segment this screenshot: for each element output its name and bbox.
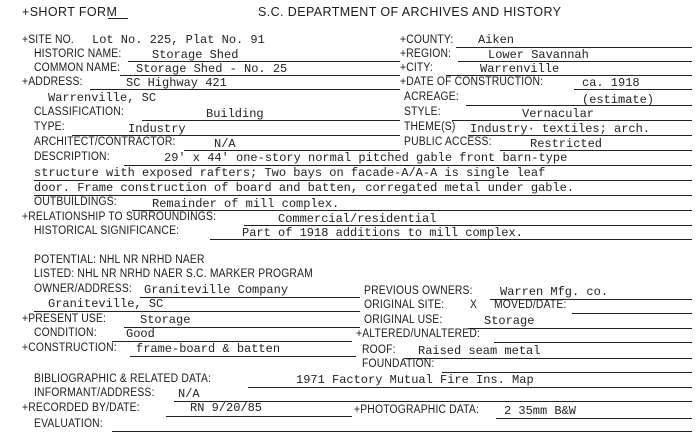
department-title: S.C. DEPARTMENT OF ARCHIVES AND HISTORY	[258, 5, 562, 19]
original-use-line	[468, 328, 692, 329]
present-use-value: Storage	[140, 313, 191, 327]
county-label: +COUNTY:	[400, 34, 454, 46]
condition-value: Good	[126, 327, 155, 341]
public-access-label: PUBLIC ACCESS:	[404, 136, 492, 148]
outbuildings-label: OUTBUILDINGS:	[34, 196, 117, 208]
type-value: Industry	[128, 122, 186, 136]
informant-value: N/A	[178, 387, 200, 401]
present-use-label: +PRESENT USE:	[22, 313, 107, 325]
theme-label: THEME(S)	[404, 121, 456, 133]
type-label: TYPE:	[34, 121, 65, 133]
short-form-blank	[108, 18, 128, 19]
bibliographic-label: BIBLIOGRAPHIC & RELATED DATA:	[34, 373, 212, 385]
acreage-label: ACREAGE:	[404, 91, 459, 103]
present-use-line	[124, 327, 360, 328]
address-label: +ADDRESS:	[22, 76, 83, 88]
evaluation-label: EVALUATION:	[34, 418, 103, 430]
acreage-line	[466, 105, 692, 106]
photographic-label: +PHOTOGRAPHIC DATA:	[354, 404, 480, 416]
foundation-label: FOUNDATION:	[362, 358, 435, 370]
recorded-by-value: RN 9/20/85	[190, 401, 263, 415]
public-access-value: Restricted	[530, 137, 603, 151]
date-of-construction-label: +DATE OF CONSTRUCTION:	[400, 76, 544, 88]
bibliographic-line	[248, 387, 692, 388]
owner-value-line2: Graniteville, SC	[48, 297, 164, 311]
description-rule3	[34, 195, 692, 196]
historical-significance-label: HISTORICAL SIGNIFICANCE:	[34, 225, 180, 237]
recorded-by-line	[166, 416, 352, 417]
photographic-value: 2 35mm B&W	[504, 404, 577, 418]
common-name-value: Storage Shed - No. 25	[136, 62, 288, 76]
city-value: Warrenville	[480, 62, 560, 76]
altered-label: +ALTERED/UNALTERED:	[356, 328, 481, 340]
moved-date-label: MOVED/DATE:	[494, 299, 567, 311]
listed-label: LISTED: NHL NR NRHD NAER S.C. MARKER PROGRAM	[34, 268, 313, 280]
roof-label: ROOF:	[362, 344, 396, 356]
acreage-note: (estimate)	[582, 93, 655, 107]
classification-label: CLASSIFICATION:	[34, 106, 124, 118]
relationship-label: +RELATIONSHIP TO SURROUNDINGS:	[22, 211, 217, 223]
construction-line	[130, 356, 356, 357]
style-label: STYLE:	[404, 106, 441, 118]
photographic-line	[496, 418, 692, 419]
roof-value: Raised seam metal	[418, 344, 541, 358]
architect-value: N/A	[214, 137, 236, 151]
relationship-value: Commercial/residential	[278, 212, 437, 226]
theme-value: Industry· textiles; arch.	[470, 122, 651, 136]
classification-value: Building	[206, 107, 264, 121]
historical-significance-value: Part of 1918 additions to mill complex.	[242, 226, 523, 240]
roof-line	[404, 358, 692, 359]
architect-label: ARCHITECT/CONTRACTOR:	[34, 136, 176, 148]
construction-label: +CONSTRUCTION:	[22, 342, 117, 354]
previous-owners-value: Warren Mfg. co.	[500, 285, 609, 299]
common-name-label: COMMON NAME:	[34, 62, 121, 74]
owner-address-line2	[34, 311, 360, 312]
previous-owners-label: PREVIOUS OWNERS:	[364, 285, 473, 297]
original-use-value: Storage	[484, 314, 535, 328]
original-site-label: ORIGINAL SITE:	[364, 299, 445, 311]
description-label: DESCRIPTION:	[34, 151, 110, 163]
outbuildings-value: Remainder of mill complex.	[152, 197, 340, 211]
classification-line	[142, 120, 400, 121]
short-form-label: +SHORT FORM	[22, 5, 118, 19]
address-value-line1: SC Highway 421	[126, 76, 227, 90]
description-line3: door. Frame construction of board and batten, corregated metal under gable.	[34, 181, 575, 195]
owner-value-line1: Graniteville Company	[144, 283, 289, 297]
potential-label: POTENTIAL: NHL NR NRHD NAER	[34, 254, 205, 266]
description-line2: structure with exposed rafters; Two bays on facade-A/A-A is single leaf	[34, 166, 546, 180]
historic-name-value: Storage Shed	[152, 48, 239, 62]
address-value-line2: Warrenville, SC	[48, 91, 157, 105]
style-value: Vernacular	[522, 107, 595, 121]
site-no-label: +SITE NO.	[22, 34, 74, 46]
evaluation-line	[112, 431, 692, 432]
original-site-value: X	[470, 299, 478, 311]
informant-label: INFORMANT/ADDRESS:	[34, 387, 155, 399]
bibliographic-value: 1971 Factory Mutual Fire Ins. Map	[296, 373, 534, 387]
original-use-label: ORIGINAL USE:	[364, 314, 443, 326]
region-value: Lower Savannah	[488, 48, 589, 62]
condition-label: CONDITION:	[34, 327, 97, 339]
description-line1: 29' x 44' one-story normal pitched gable front barn-type	[164, 151, 568, 165]
region-label: +REGION:	[400, 48, 452, 60]
site-no-value: Lot No. 225, Plat No. 91	[92, 33, 265, 47]
owner-address-line	[140, 297, 360, 298]
owner-address-label: OWNER/ADDRESS:	[34, 283, 132, 295]
county-value: Aiken	[478, 33, 515, 47]
moved-date-line	[572, 313, 692, 314]
recorded-by-label: +RECORDED BY/DATE:	[22, 402, 140, 414]
historic-name-label: HISTORIC NAME:	[34, 48, 122, 60]
city-label: +CITY:	[400, 62, 434, 74]
date-of-construction-value: ca. 1918	[582, 76, 640, 90]
altered-line	[494, 342, 692, 343]
construction-value: frame-board & batten	[136, 342, 281, 356]
